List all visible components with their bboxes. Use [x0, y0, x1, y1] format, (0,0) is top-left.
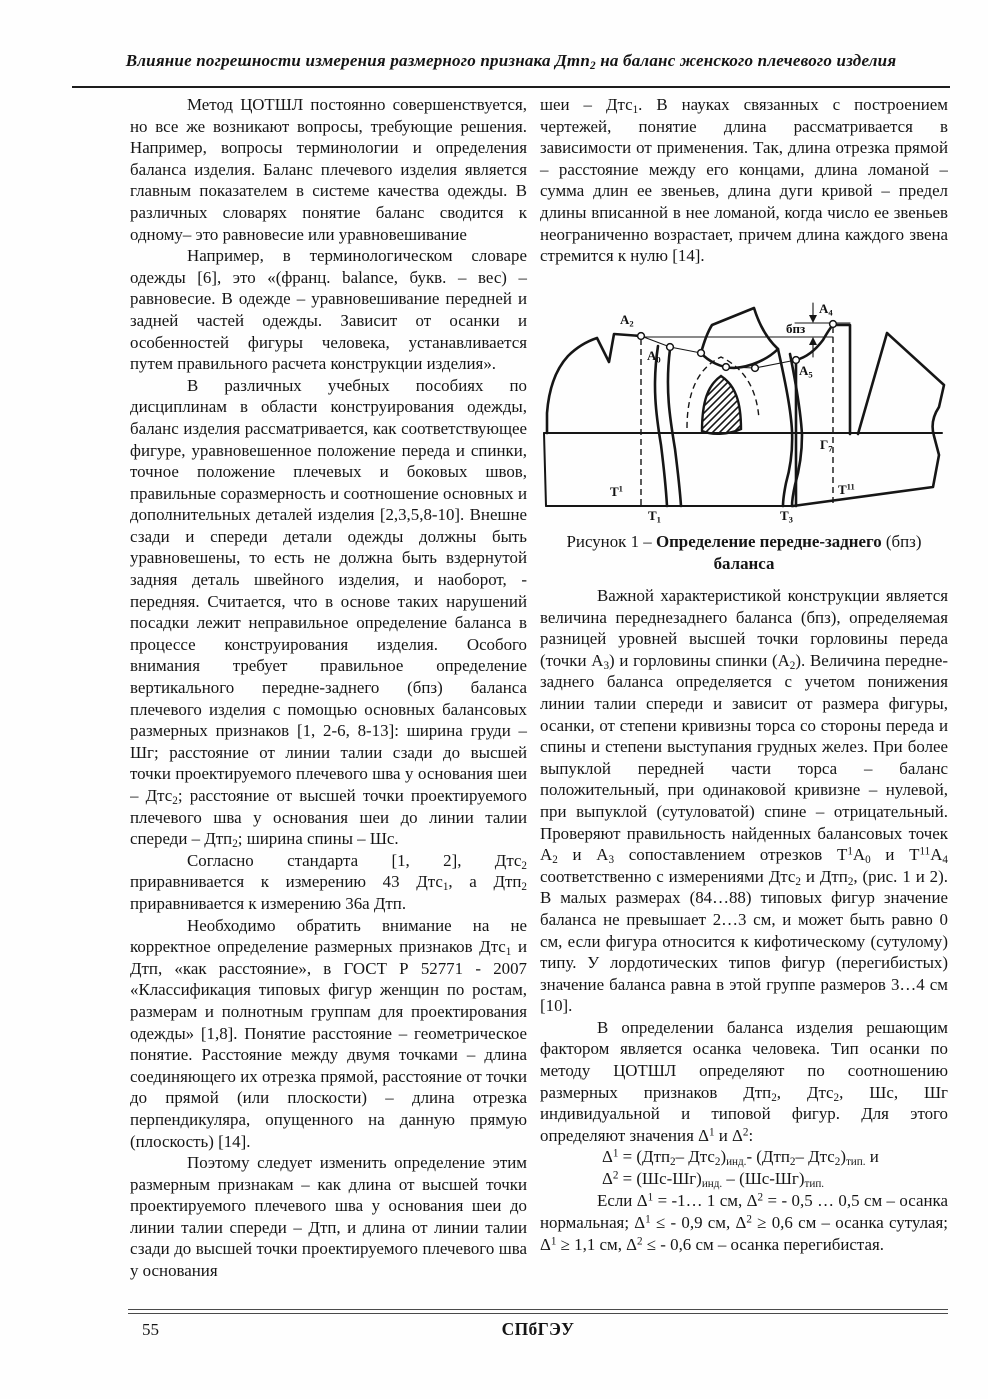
journal-name: СПбГЭУ: [501, 1319, 575, 1339]
paragraph: Если $\Delta^1$ = -1… 1 см, $\Delta^2$ = - 0,5 … 0,5 см – осанка нормальная; $\Delta^1$ ≤ - 0,9 см, $\Delta^2 \ge 0,6$ см – осанка сутулая; $\Delta^1 \ge 1,1$ см, $\Delta^2$ ≤ - 0,6 см – осанка перегибистая.: [540, 1191, 948, 1254]
caption-bold: Определение передне-заднего: [655, 532, 882, 551]
point-label-t3: $Т_3$: [780, 508, 793, 525]
pattern-drawing: [540, 297, 948, 525]
two-column-body: [130, 94, 948, 1306]
point-label-a0: $А_0$: [647, 348, 661, 365]
paragraph: В определении баланса изделия решающим фактором является осанка человека. Тип осанки по методу ЦОТШЛ определяют по соотношению размерных признаков Дтп$_2$, Дтс$_2$, Шс, Шг индивидуальной и типовой фигур. Для этого определяют значения $\Delta^1$ и $\Delta^2$:: [540, 1017, 948, 1145]
point-label-t1-sub: $Т_1$: [648, 508, 661, 525]
paragraph: шеи – Дтс$_1$. В науках связанных с построением чертежей, понятие длина рассматривается в зависимости от применения. Так, длина отрезка прямой – расстояние между его концами, длина ломаной – сумма длин ее звеньев, длина дуги кривой – предел длины вписанной в нее ломаной, когда число ее звеньев неограниченно возрастает, причем длина каждого звена стремится к нулю [14].: [540, 95, 948, 266]
paragraph: Поэтому следует изменить определение этим размерным признакам – как длина от высшей точки проектируемого плечевого шва у основания шеи до линии талии спереди – Дтп, и длина от линии талии сзади до высшей точки проектируемого плечевого шва у основания: [130, 1153, 527, 1281]
page-number: 55: [142, 1320, 159, 1339]
dimension-label-bpz: бпз: [786, 321, 806, 336]
paragraph: Согласно стандарта [1, 2], Дтс$_2$ приравнивается к измерению 43 Дтс$_1$, а Дтп$_2$ приравнивается к измерению 36а Дтп.: [130, 850, 527, 913]
paragraph: Необходимо обратить внимание на не корректное определение размерных признаков Дтс$_1$ и Дтп, «как расстояние», в ГОСТ Р 52771 - 2007 «Классификация типовых фигур женщин по ростам, размерам и полнотным группам для проектирования одежды» [1,8]. Понятие расстояние – геометрическое понятие. Расстояние между двумя точками – длина соединяющего их отрезка прямой, расстояние от точки до прямой (или плоскости) – длина отрезка перпендикуляра, опущенного на данную прямую (плоскость) [14].: [130, 915, 527, 1151]
paragraph: В различных учебных пособиях по дисциплинам в области конструирования одежды, баланс изделия рассматривается, как соответствующее фигуре, уравновешенное положение переда и спинки, точное положение плечевых и боковых швов, правильные соразмерность и соотношение основных и дополнительных деталей изделия [2,3,5,8-10]. Внешне сзади и спереди детали одежды должны быть уравновешены, то есть не должна быть вздернутой задняя деталь швейного изделия, и наоборот, - передняя. Считается, что в основе таких нарушений посадки лежит неправильное определение баланса в процессе конструирования изделия. Особого внимания требует правильное определение вертикального передне-заднего (бпз) баланса плечевого изделия с помощью основных балансовых размерных признаков [1, 2-6, 8-13]: ширина груди – Шг; расстояние от линии талии сзади до высшей точки проектируемого плечевого шва у основания шеи – Дтс$_2$; расстояние от высшей точки проектируемого плечевого шва у основания шеи до линии талии спереди – Дтп$_2$; ширина спины – Шс.: [130, 375, 527, 851]
footer-rule: [128, 1309, 948, 1314]
right-column: [540, 94, 948, 1306]
left-column: [130, 94, 527, 1306]
header-rule: [72, 86, 950, 88]
point-label-a5: $А_5$: [799, 363, 813, 380]
paragraph: Например, в терминологическом словаре одежды [6], это «(франц. balance, букв. – вес) – равновесие. В одежде – уравновешивание передней и задней частей одежды. Зависит от осанки и особенностей фигуры человека, устанавливается путем правильного расчета конструкции изделия».: [130, 246, 527, 374]
caption-line2: баланса: [713, 553, 775, 573]
caption-prefix: Рисунок 1 –: [566, 532, 656, 551]
formula-delta1: $\Delta^1 = (Дтп_2-$ $Дтс_2)_{инд.}-$ (Дтп$_2$– $Дтс_2)_{тип.}$ и: [602, 1147, 879, 1169]
running-head: Влияние погрешности измерения размерного признака Дтп$_2$ на баланс женского плечевого изделия: [125, 51, 897, 73]
paragraph: Важной характеристикой конструкции является величина переднезаднего баланса (бпз), определяемая разницей уровней высшей точки горловины переда (точки $А_3$) и горловины спинки $(А_2)$. Величина передне-заднего баланса определяется с учетом понижения линии талии спереди и зависит от размера фигуры, осанки, от степени кривизны торса со стороны переда и спины и степени выступания грудных желез. При более выпуклой передней части торса – баланс положительный, при одинаковой кривизне – нулевой, при выпуклой (сутуловатой) спине – отрицательный. Проверяют правильность найденных балансовых точек $А_2$ и $А_3$ сопоставлением отрезков $Т^1А_0$ и $Т^{11}А_4$ соответственно с измерениями Дтс$_2$ и Дтп$_2$, (рис. 1 и 2). В малых размерах (84…88) типовых фигур значение баланса не превышает 2…3 см, и может быть равно 0 см, если фигура относится к кифотическому (сутулому) типу. У лордотических типов фигур (перегибистых) значение баланса равна в этой группе размеров 3…4 см [10].: [540, 586, 948, 1016]
figure-1: [540, 297, 948, 525]
formula-delta2: $\Delta^2 = (Шс-Шг)_{инд.} - (Шс-Шг)_{тип.}$: [602, 1169, 825, 1191]
point-label-a4: $А_4$: [819, 301, 833, 318]
point-label-a2: $А_2$: [620, 312, 634, 329]
figure-caption: [546, 531, 942, 574]
point-label-g7: $Г_7$: [820, 437, 833, 454]
paragraph: Метод ЦОТШЛ постоянно совершенствуется, но все же возникают вопросы, требующие решения. Например, вопросы терминологии и определения баланса изделия. Баланс плечевого изделия является главным показателем в системе качества одежды. В различных словарях понятие баланс сводится к одному– это равновесие или уравновешивание: [130, 95, 527, 244]
caption-suffix: (бпз): [881, 532, 922, 551]
point-label-t11: $Т^{11}$: [838, 481, 855, 497]
point-label-t1-sup: $Т^1$: [610, 483, 623, 499]
